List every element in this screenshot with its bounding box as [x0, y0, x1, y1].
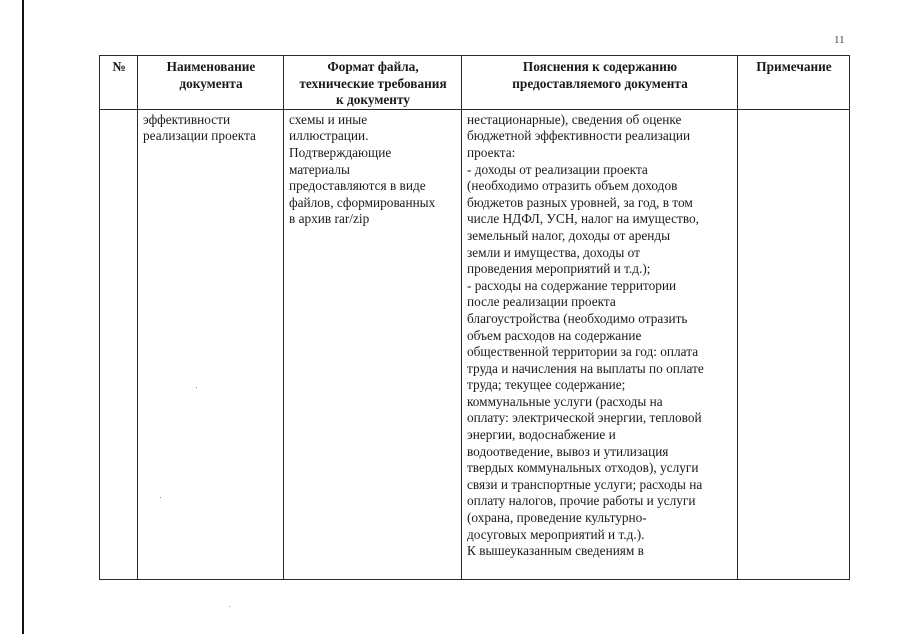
header-file-format: Формат файла, технические требования к документу — [284, 56, 462, 110]
document-requirements-table — [99, 55, 850, 580]
table-header-row — [100, 56, 850, 110]
cell-explanations: нестационарные), сведения об оценке бюджетной эффективности реализации проекта: - доходы от реализации проекта (необходимо отразить объем доходов бюджетов разных уровней, за год, в том числе НДФЛ, УСН, налог на имущество, земельный налог, доходы от аренды земли и имущества, доходы от проведения мероприятий и т.д.); - расходы на содержание территории после реализации проекта благоустройства (необходимо отразить объем расходов на содержание общественной территории за год: оплата труда и начисления на выплаты по оплате труда; текущее содержание; коммунальные услуги (расходы на оплату: электрической энергии, тепловой энергии, водоснабжение и водоотведение, вывоз и утилизация твердых коммунальных отходов), услуги связи и транспортные услуги; расходы на оплату налогов, прочие работы и услуги (охрана, проведение культурно- досуговых мероприятий и т.д.). К вышеуказанным сведениям в — [462, 109, 738, 579]
header-note: Примечание — [738, 56, 850, 110]
cell-document-name: эффективности реализации проекта — [138, 109, 284, 579]
cell-file-format: схемы и иные иллюстрации. Подтверждающие материалы предоставляются в виде файлов, сформированных в архив rar/zip — [284, 109, 462, 579]
table-row — [100, 109, 850, 579]
cell-number — [100, 109, 138, 579]
scan-speck — [229, 606, 230, 607]
header-number: № — [100, 56, 138, 110]
page-number: 11 — [834, 34, 845, 46]
scan-speck — [196, 387, 197, 388]
scan-edge-line — [22, 0, 24, 634]
scan-speck — [160, 497, 161, 498]
header-explanations: Пояснения к содержанию предоставляемого документа — [462, 56, 738, 110]
header-document-name: Наименование документа — [138, 56, 284, 110]
cell-note — [738, 109, 850, 579]
